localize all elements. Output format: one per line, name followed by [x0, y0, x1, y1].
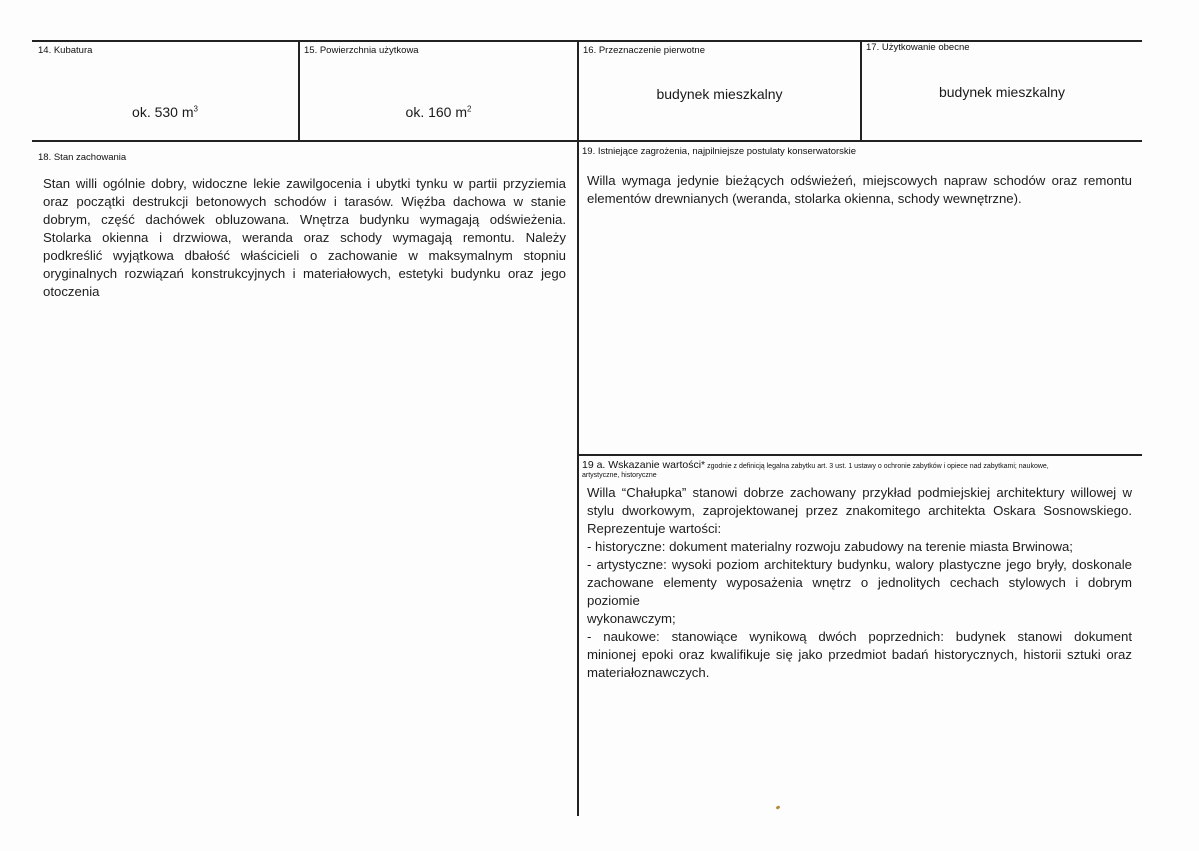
wartosci-line: wykonawczym;	[587, 611, 676, 626]
kubatura-value-text: ok. 530 m	[132, 104, 194, 120]
divider-1	[298, 40, 300, 141]
wartosci-line: Willa “Chałupka” stanowi dobrze zachowany przykład podmiejskiej architektury willowej w	[587, 485, 1132, 500]
zagrozenia-label: 19. Istniejące zagrożenia, najpilniejsze postulaty konserwatorskie	[582, 146, 857, 157]
wartosci-line: - artystyczne: wysoki poziom architektury budynku, walory plastyczne jego bryły, doskonale	[587, 557, 1132, 572]
wartosci-label-note: zgodnie z definicją legalna zabytku art. 3 ust. 1 ustawy o ochronie zabytków i opiece nad zabytkami; naukowe,	[705, 463, 1049, 470]
wartosci-label-note-2: artystyczne, historyczne	[582, 472, 657, 479]
top-rule	[32, 40, 1142, 42]
stan-line: dobrym, część dachówek obluzowana. Wnętrza budynku wymagają odświeżenia.	[43, 212, 566, 227]
powierzchnia-label: 15. Powierzchnia użytkowa	[304, 45, 419, 56]
kubatura-value	[32, 104, 298, 120]
przeznaczenie-value: budynek mieszkalny	[656, 86, 783, 102]
kubatura-label: 14. Kubatura	[38, 45, 93, 56]
uzytkowanie-value: budynek mieszkalny	[938, 84, 1066, 100]
wartosci-line: - historyczne: dokument materialny rozwoju zabudowy na terenie miasta Brwinowa;	[587, 539, 1073, 554]
wartosci-line: materiałoznawczych.	[587, 665, 710, 680]
zagrozenia-line: elementów drewnianych (weranda, stolarka okienna, schody wewnętrzne).	[587, 191, 1022, 206]
stan-line: oryginalnych rozwiązań konstrukcyjnych i materiałowych, estetyki budynku oraz jego	[43, 266, 566, 281]
powierzchnia-value	[300, 104, 577, 120]
stan-line: otoczenia	[43, 284, 100, 299]
wartosci-label	[582, 459, 1049, 471]
uzytkowanie-label: 17. Użytkowanie obecne	[866, 42, 970, 53]
wartosci-text	[587, 484, 1132, 682]
przeznaczenie-label: 16. Przeznaczenie pierwotne	[583, 45, 705, 56]
wartosci-line: minionej epoki oraz kwalifikuje się jako przedmiot badań historycznych, historii sztuki oraz	[587, 647, 1132, 662]
wartosci-label-main: 19 a. Wskazanie wartości*	[582, 459, 706, 471]
stan-text	[43, 175, 566, 301]
stan-label: 18. Stan zachowania	[38, 152, 127, 163]
zagrozenia-text	[587, 172, 1132, 208]
powierzchnia-value-text: ok. 160 m	[405, 104, 468, 120]
powierzchnia-unit-sup: 2	[467, 104, 472, 114]
wartosci-line: Reprezentuje wartości:	[587, 521, 722, 536]
stan-line: oraz początki destrukcji betonowych schodów i tarasów. Więźba dachowa w stanie	[43, 194, 566, 209]
stan-line: Stan willi ogólnie dobry, widoczne lekie zawilgocenia i ubytki tynku w partii przyziemia	[43, 176, 566, 191]
divider-2	[577, 40, 579, 816]
wartosci-line: - naukowe: stanowiące wynikową dwóch poprzednich: budynek stanowi dokument	[587, 629, 1132, 644]
wartosci-line: zachowane elementy wyposażenia wnętrz o jednolitych cechach stylowych i dobrym poziomie	[587, 575, 1132, 608]
stan-line: Stolarka okienna i drzwiowa, weranda oraz schody wymagają remontu. Należy	[43, 230, 566, 245]
stan-line: podkreślić wyjątkowa dbałość właścicieli o zachowanie w maksymalnym stopniu	[43, 248, 566, 263]
wartosci-top-rule	[577, 454, 1142, 456]
row1-bottom-rule	[32, 140, 1142, 142]
wartosci-line: stylu dworkowym, zaprojektowanej przez znakomitego architekta Oskara Sosnowskiego.	[587, 503, 1132, 518]
kubatura-unit-sup: 3	[193, 104, 198, 114]
ink-speck	[776, 805, 781, 810]
zagrozenia-line: Willa wymaga jedynie bieżących odświeżeń, miejscowych napraw schodów oraz remontu	[587, 173, 1132, 188]
